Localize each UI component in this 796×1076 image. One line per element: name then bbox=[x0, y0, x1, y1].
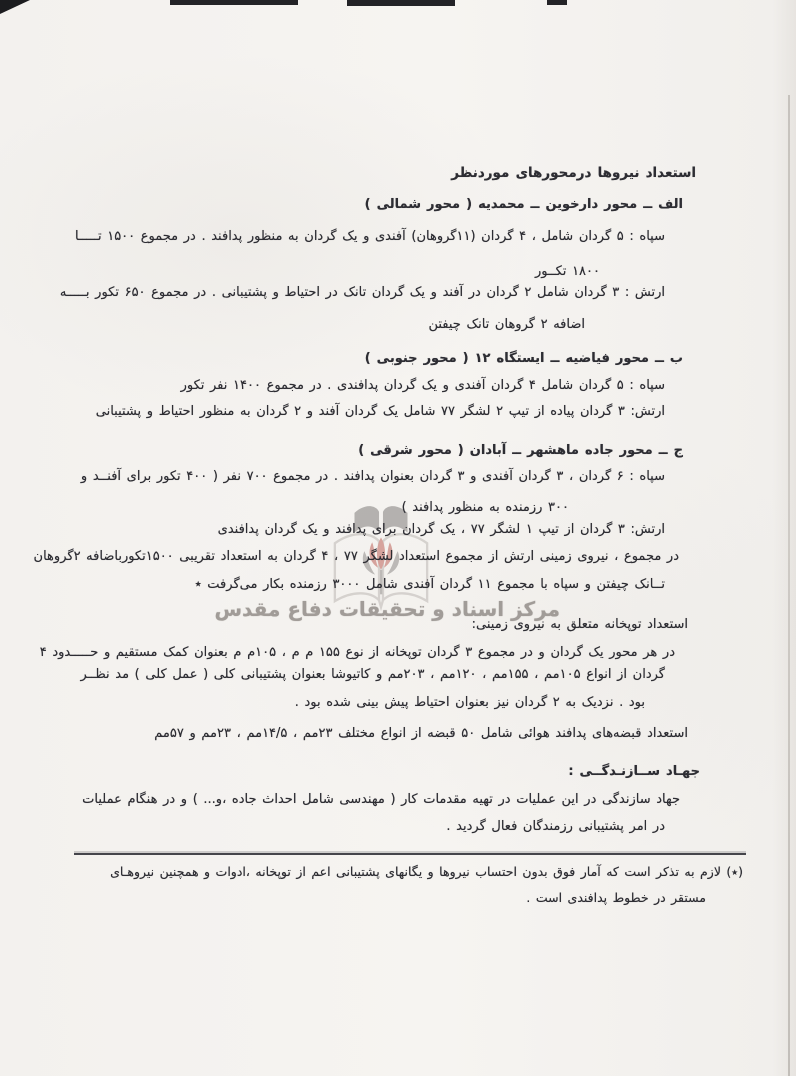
section-b-sepah-line: سپاه : ۵ گردان شامل ۴ گردان آفندی و یک گردان پدافندی . در مجموع ۱۴۰۰ نفر تکور bbox=[180, 378, 665, 393]
footnote-divider bbox=[74, 853, 746, 855]
section-c-heading: ج ــ محور جاده ماهشهر ــ آبادان ( محور شرقی ) bbox=[358, 443, 683, 458]
footnote-line1: (٭) لازم به تذکر است که آمار فوق بدون احتساب نیروها و یگانهای پشتیبانی اعم از توپخانه ،ادوات و همچنین نیروهـای bbox=[110, 864, 743, 879]
scan-artifact-corner bbox=[0, 0, 30, 14]
section-c-artesh-line: ارتش: ۳ گردان از تیپ ۱ لشگر ۷۷ ، یک گردان برای پدافند و یک گردان پدافندی bbox=[217, 522, 665, 537]
scan-artifact-mark bbox=[170, 0, 298, 5]
section-a-heading: الف ــ محور دارخوین ــ محمدیه ( محور شمالی ) bbox=[364, 197, 683, 212]
section-a-sepah-line2: ۱۸۰۰ تکــور bbox=[535, 264, 600, 279]
section-a-sepah-line1: سپاه : ۵ گردان شامل ، ۴ گردان (۱۱گروهان) آفندی و یک گردان به منظور پدافند . در مجموع ۱۵۰۰ تـــــا bbox=[74, 229, 665, 244]
artillery-line1: در هر محور یک گردان و در مجموع ۳ گردان توپخانه از نوع ۱۵۵ م م ، ۱۰۵م م بعنوان کمک مستقیم و حـــــدود ۴ bbox=[39, 645, 675, 660]
section-a-artesh-line2: اضافه ۲ گروهان تانک چیفتن bbox=[428, 317, 585, 332]
artillery-line3: بود . نزدیک به ۲ گردان نیز بعنوان احتیاط پیش بینی شده بود . bbox=[294, 695, 645, 710]
section-a-artesh-line1: ارتش : ۳ گردان شامل ۲ گردان در آفند و یک گردان تانک در احتیاط و پشتیبانی . در مجموع ۶۵۰ تکور بـــــه bbox=[59, 285, 665, 300]
scan-artifact-mark bbox=[347, 0, 455, 6]
section-b-artesh-line: ارتش: ۳ گردان پیاده از تیپ ۲ لشگر ۷۷ شامل یک گردان آفند و ۲ گردان به منظور احتیاط و پشتیبانی bbox=[95, 404, 665, 419]
summary-line2: تــانک چیفتن و سپاه با مجموع ۱۱ گردان آفندی شامل ۳۰۰۰ رزمنده بکار می‌گرفت ٭ bbox=[194, 577, 665, 592]
summary-line1: در مجموع ، نیروی زمینی ارتش از مجموع استعداد لشگر ۷۷ ، ۴ گردان به استعداد تقریبی ۱۵۰۰تکورباضافه ۲گروهان bbox=[33, 549, 679, 564]
artillery-heading: استعداد توپخانه متعلق به نیروی زمینی: bbox=[471, 617, 688, 632]
jahad-line2: در امر پشتیبانی رزمندگان فعال گردید . bbox=[446, 819, 665, 834]
watermark-text: مرکز اسناد و تحقیقات دفاع مقدس bbox=[214, 597, 560, 621]
footnote-line2: مستقر در خطوط پدافندی است . bbox=[526, 890, 706, 905]
section-c-sepah-line1: سپاه : ۶ گردان ، ۳ گردان آفندی و ۳ گردان بعنوان پدافند . در مجموع ۷۰۰ نفر ( ۴۰۰ تکور برای آفنــد و bbox=[80, 469, 665, 484]
section-b-heading: ب ــ محور فیاضیه ــ ایستگاه ۱۲ ( محور جنوبی ) bbox=[364, 351, 683, 366]
jahad-line1: جهاد سازندگی در این عملیات در تهیه مقدمات کار ( مهندسی شامل احداث جاده ،و... ) و در هنگام عملیات bbox=[82, 792, 680, 807]
section-c-sepah-line2: ۳۰۰ رزمنده به منظور پدافند ) bbox=[401, 500, 569, 515]
scan-edge-line bbox=[788, 95, 790, 1076]
scan-artifact-mark bbox=[547, 0, 567, 5]
jahad-heading: جهـاد ســازنـدگــی : bbox=[568, 764, 700, 779]
document-title: استعداد نیروها درمحورهای موردنظر bbox=[451, 165, 696, 181]
artillery-line2: گردان از انواع ۱۰۵مم ، ۱۵۵مم ، ۱۲۰مم ، ۲۰۳مم و کاتیوشا بعنوان پشتیبانی کلی ( عمل کلی ) مد نظــر bbox=[80, 667, 665, 682]
air-defense-line: استعداد قبضه‌های پدافند هوائی شامل ۵۰ قبضه از انواع مختلف ۲۳مم ، ۱۴/۵مم ، ۲۳مم و ۵۷مم bbox=[154, 726, 688, 741]
